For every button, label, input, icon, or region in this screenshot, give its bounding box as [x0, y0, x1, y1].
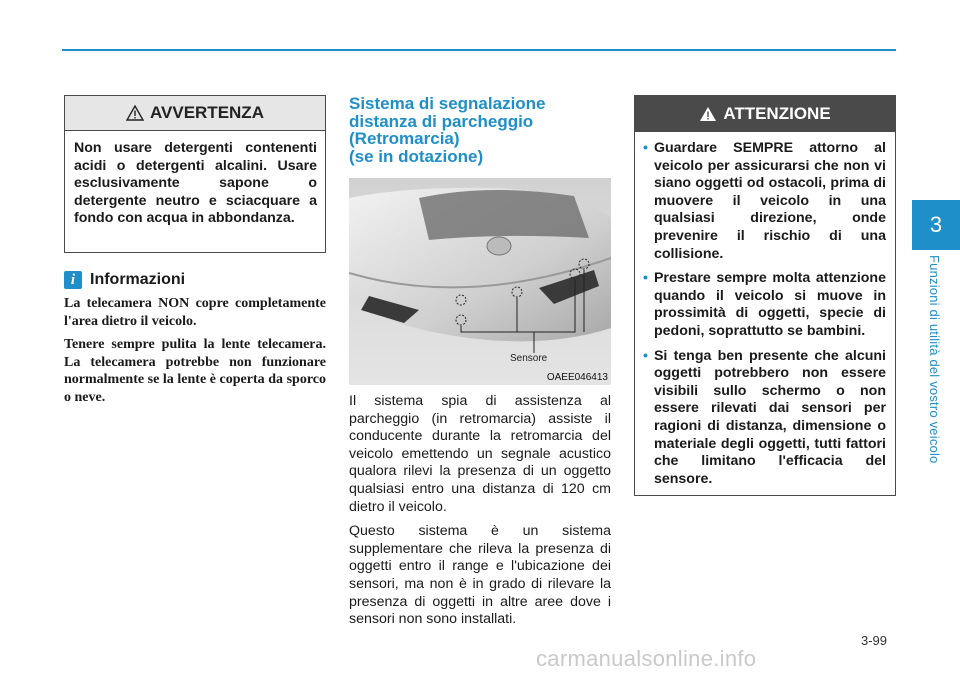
caution-item-text: Prestare sempre molta attenzione quando il veicolo si muove in prossimità di oggetti, specie di pedoni, soprattutto se bambini.	[653, 270, 886, 339]
warning-box	[64, 95, 326, 253]
sensor-label: Sensore	[510, 353, 548, 364]
info-icon: i	[64, 271, 82, 289]
caution-item	[643, 270, 886, 340]
chapter-title: Funzioni di utilità del vostro veicolo	[927, 255, 942, 464]
info-heading: Informazioni	[90, 271, 186, 288]
info-paragraph: La telecamera NON copre completamente l'area dietro il veicolo.	[64, 296, 326, 329]
info-paragraph: Tenere sempre pulita la lente telecamera. La telecamera potrebbe non funzionare normalmente se la lente è coperta da sporco o neve.	[64, 337, 326, 405]
warning-header	[65, 96, 325, 131]
warning-heading: AVVERTENZA	[150, 103, 264, 122]
figure-code: OAEE046413	[546, 372, 608, 383]
chapter-tab[interactable]	[912, 200, 960, 250]
warning-triangle-icon	[126, 105, 144, 121]
section-title-line: (se in dotazione)	[349, 146, 484, 166]
info-header	[64, 270, 185, 290]
bullet-icon: •	[643, 270, 648, 287]
section-title-line: (Retromarcia)	[349, 129, 460, 148]
caution-triangle-icon	[699, 106, 717, 122]
section-title-line: distanza di parcheggio	[349, 111, 534, 131]
body-paragraph: Il sistema spia di assistenza al parcheggio (in retromarcia) assiste il conducente durante la retromarcia del veicolo emettendo un segnale acustico qualora rilevi la presenza di un oggetto qualsiasi entro una distanza di 120 cm dietro il veicolo.	[349, 393, 611, 515]
header-rule	[62, 49, 896, 51]
page-number: 3-99	[861, 633, 888, 648]
warning-text: Non usare detergenti contenenti acidi o detergenti alcalini. Usare esclusivamente sapone o detergente neutro e sciacquare a fondo con acqua in abbondanza.	[74, 140, 317, 227]
bullet-icon: •	[643, 140, 648, 156]
info-text	[64, 295, 326, 413]
rear-bumper-sensor-figure	[349, 178, 611, 385]
chapter-number: 3	[929, 212, 943, 237]
caution-list	[635, 132, 895, 488]
caution-heading: ATTENZIONE	[723, 104, 831, 123]
car-rear-illustration	[349, 178, 611, 385]
watermark: carmanualsonline.info	[536, 646, 757, 671]
section-title-line: Sistema di segnalazione	[349, 94, 546, 113]
caution-item-text: Guardare SEMPRE attorno al veicolo per assicurarsi che non vi siano oggetti od ostacoli, prima di muovere il veicolo in una qualsiasi direzione, onde prevenire il rischio di una collisione.	[653, 140, 886, 262]
caution-item	[643, 140, 886, 263]
caution-item	[643, 348, 886, 489]
caution-header	[635, 96, 895, 132]
section-body	[349, 393, 611, 636]
caution-item-text: Si tenga ben presente che alcuni oggetti potrebbero non essere visibili sullo schermo o non essere rilevati dai sensori per ragioni di distanza, dimensione o materiale degli oggetti, tutti fattori che limitano l'efficacia del sensore.	[653, 347, 886, 487]
bullet-icon: •	[643, 347, 648, 364]
section-title	[349, 95, 619, 165]
body-paragraph: Questo sistema è un sistema supplementare che rileva la presenza di oggetti entro il range e l'ubicazione dei sensori, ma non è in grado di rilevare la presenza di oggetti in altre aree dove i sensori non sono installati.	[349, 523, 611, 628]
caution-box	[634, 95, 896, 496]
